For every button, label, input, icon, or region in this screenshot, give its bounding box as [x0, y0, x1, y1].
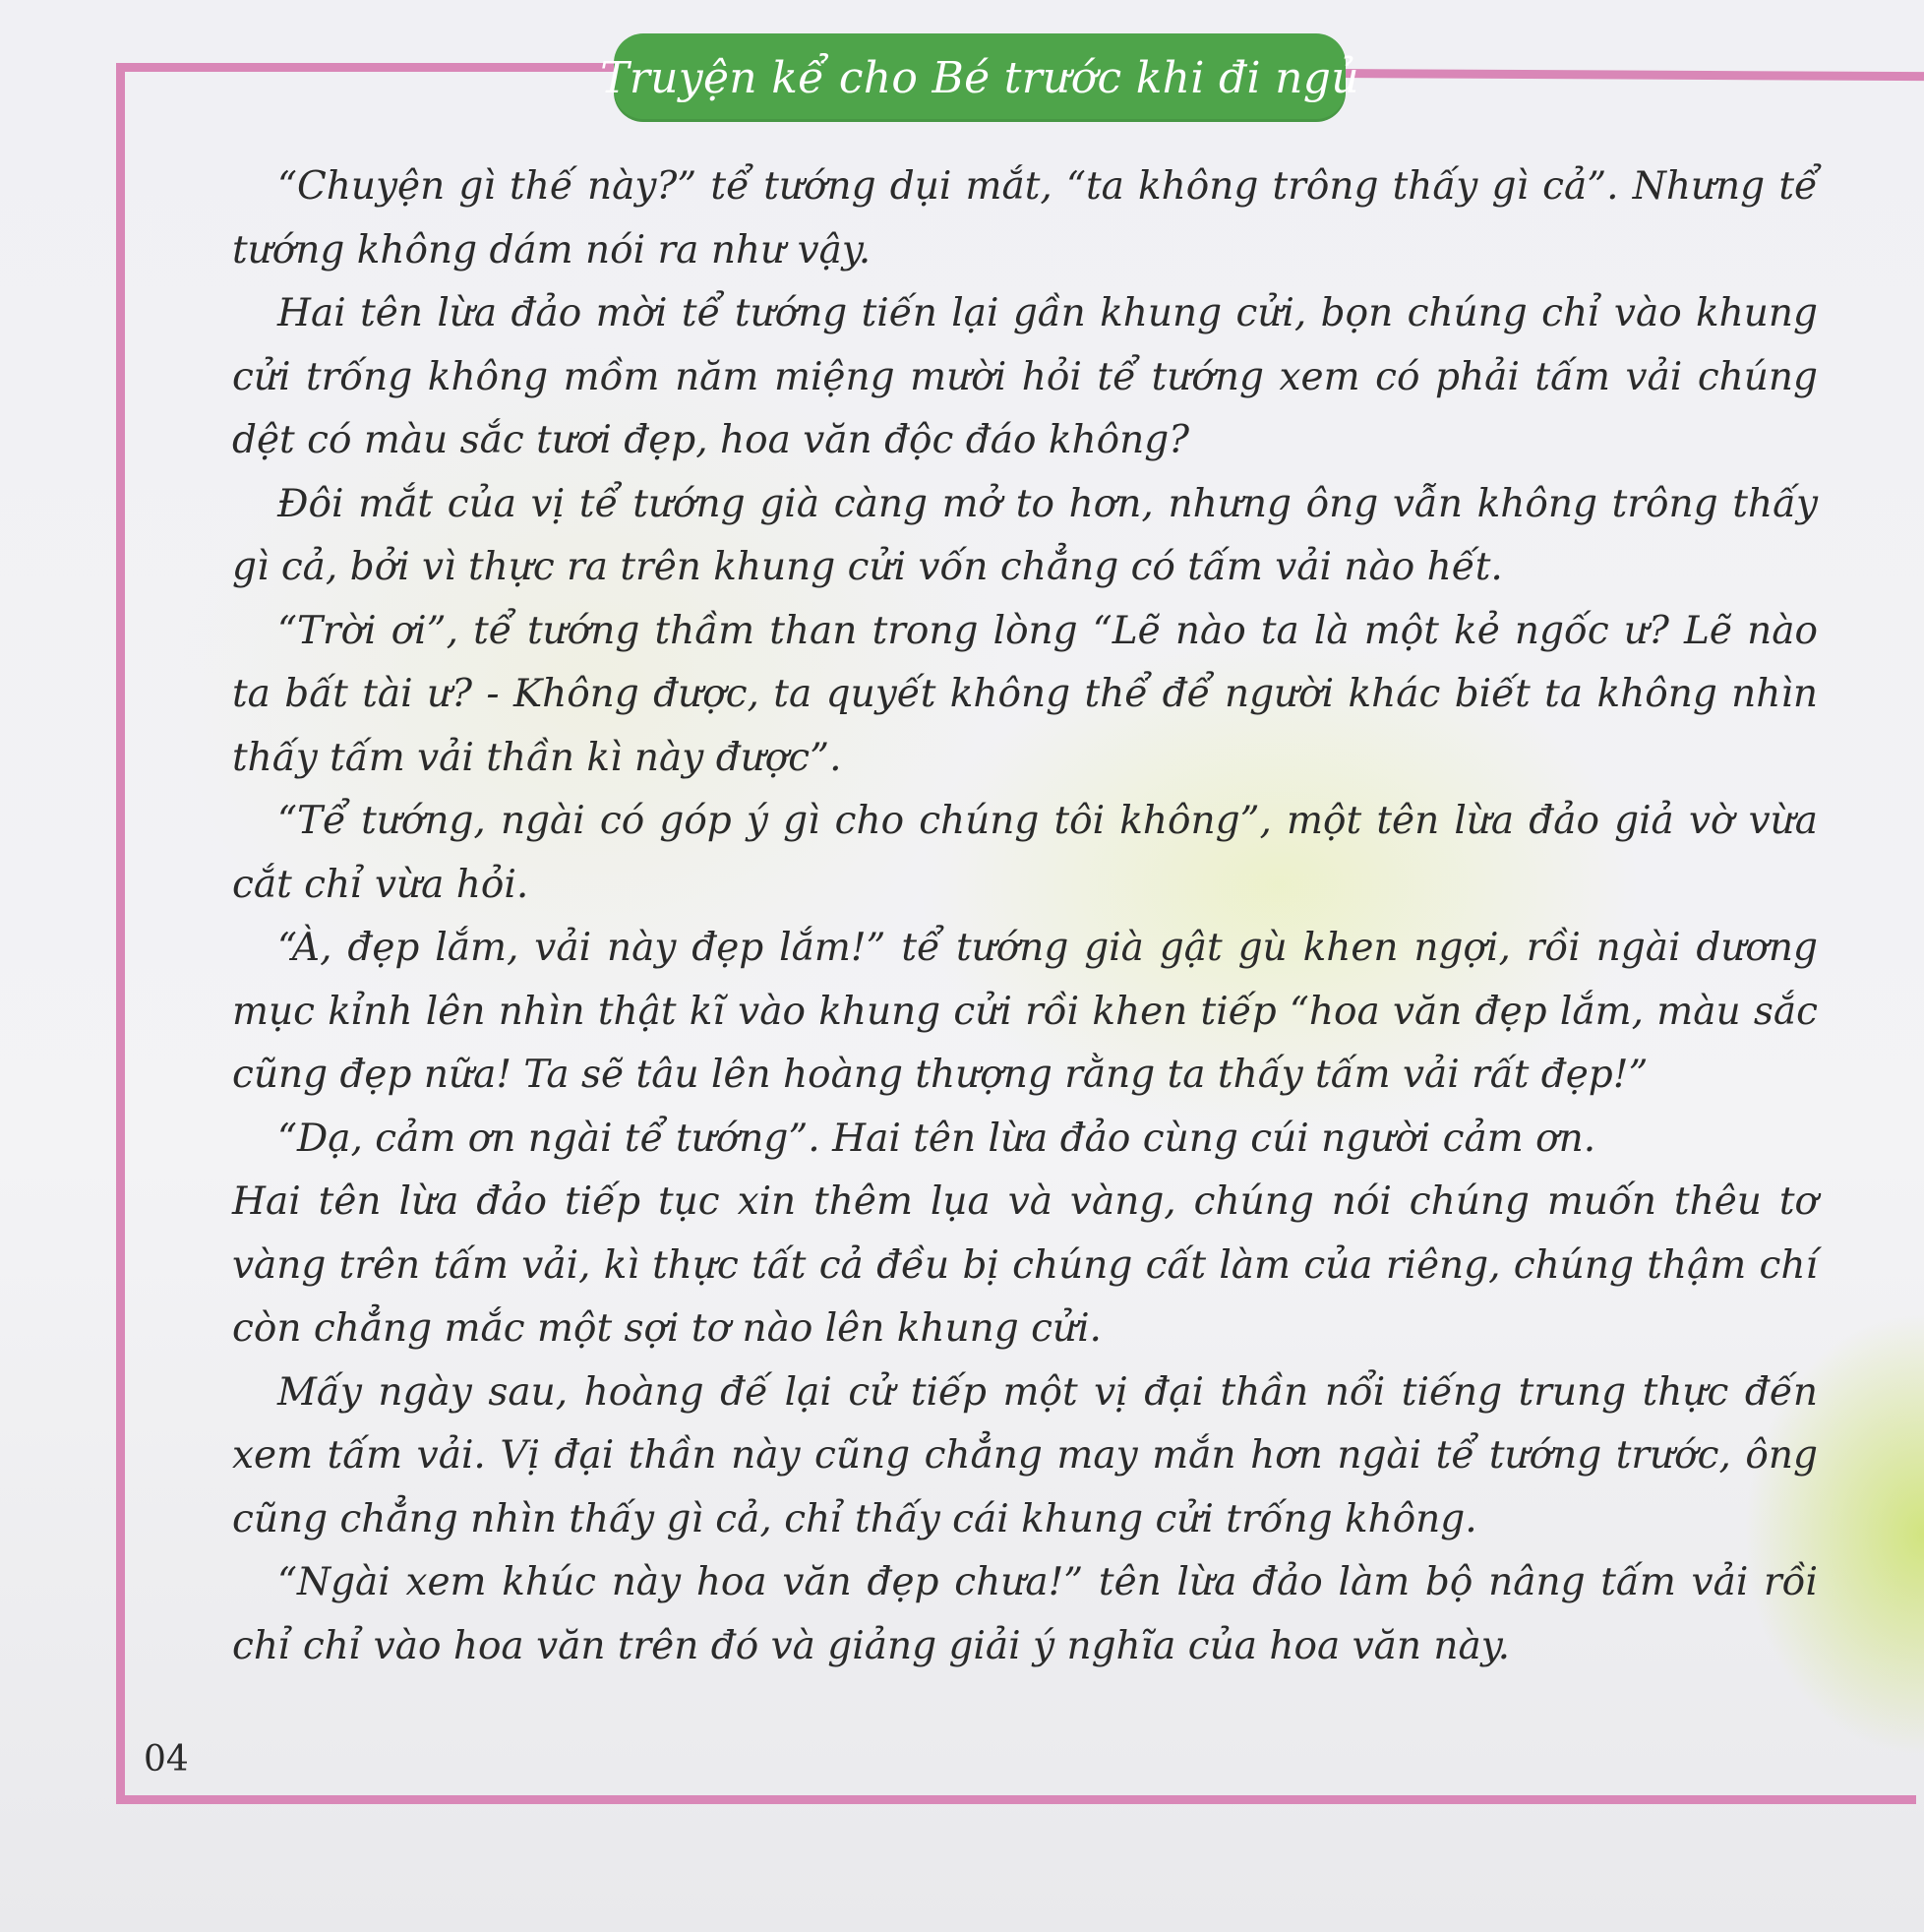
story-paragraph: Mấy ngày sau, hoàng đế lại cử tiếp một vị đại thần nổi tiếng trung thực đến xem tấm vải. Vị đại thần này cũng chẳng may mắn hơn ngài tể tướng trước, ông cũng chẳng nhìn thấy gì cả, chỉ thấy cái khung cửi trống không. [232, 1369, 1818, 1541]
story-paragraph: “Trời ơi”, tể tướng thầm than trong lòng “Lẽ nào ta là một kẻ ngốc ư? Lẽ nào ta bất tài ư? - Không được, ta quyết không thể để người khác biết ta không nhìn thấy tấm vải thần kì này được”. [232, 608, 1818, 780]
story-paragraph: Hai tên lừa đảo tiếp tục xin thêm lụa và vàng, chúng nói chúng muốn thêu tơ vàng trên tấm vải, kì thực tất cả đều bị chúng cất làm của riêng, chúng thậm chí còn chẳng mắc một sợi tơ nào lên khung cửi. [232, 1179, 1818, 1351]
story-paragraph: “Tể tướng, ngài có góp ý gì cho chúng tôi không”, một tên lừa đảo giả vờ vừa cắt chỉ vừa hỏi. [232, 799, 1818, 907]
story-text [232, 155, 1818, 1678]
page-number: 04 [144, 1739, 189, 1780]
story-paragraph: Đôi mắt của vị tể tướng già càng mở to hơn, nhưng ông vẫn không trông thấy gì cả, bởi vì thực ra trên khung cửi vốn chẳng có tấm vải nào hết. [232, 481, 1818, 589]
story-paragraph: “Dạ, cảm ơn ngài tể tướng”. Hai tên lừa đảo cùng cúi người cảm ơn. [277, 1116, 1596, 1161]
header-banner [600, 33, 1359, 122]
page-title: Truyện kể cho Bé trước khi đi ngủ [600, 52, 1359, 103]
story-paragraph: “Ngài xem khúc này hoa văn đẹp chưa!” tên lừa đảo làm bộ nâng tấm vải rồi chỉ chỉ vào hoa văn trên đó và giảng giải ý nghĩa của hoa văn này. [232, 1560, 1818, 1668]
story-paragraph: “À, đẹp lắm, vải này đẹp lắm!” tể tướng già gật gù khen ngợi, rồi ngài dương mục kỉnh lên nhìn thật kĩ vào khung cửi rồi khen tiếp “hoa văn đẹp lắm, màu sắc cũng đẹp nữa! Ta sẽ tâu lên hoàng thượng rằng ta thấy tấm vải rất đẹp!” [232, 926, 1818, 1097]
story-paragraph: Hai tên lừa đảo mời tể tướng tiến lại gần khung cửi, bọn chúng chỉ vào khung cửi trống không mồm năm miệng mười hỏi tể tướng xem có phải tấm vải chúng dệt có màu sắc tươi đẹp, hoa văn độc đáo không? [232, 291, 1818, 462]
story-paragraph: “Chuyện gì thế này?” tể tướng dụi mắt, “ta không trông thấy gì cả”. Nhưng tể tướng không dám nói ra như vậy. [232, 164, 1818, 272]
